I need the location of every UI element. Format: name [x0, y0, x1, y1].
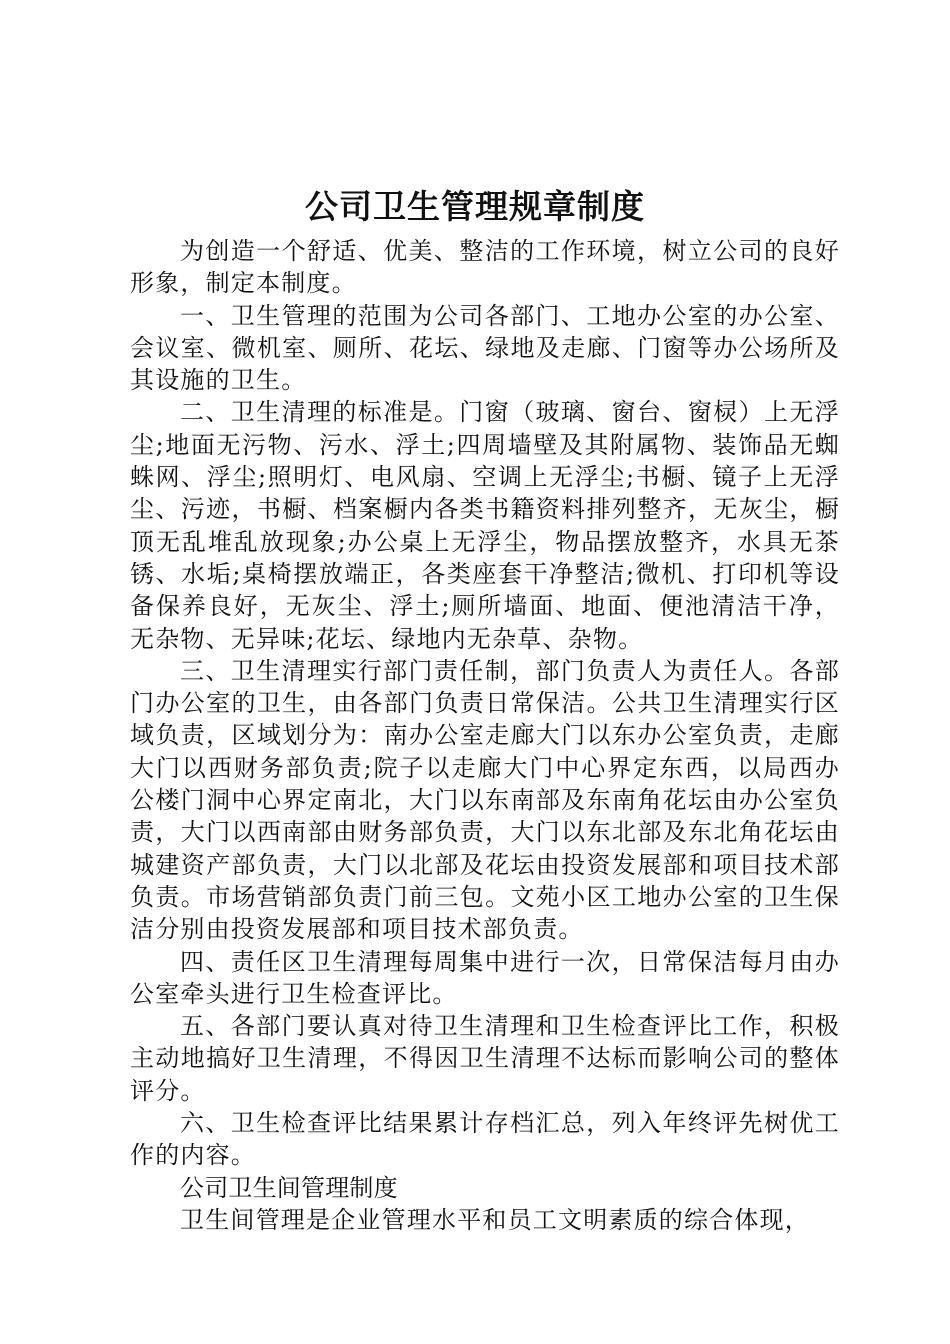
paragraph-cleaning-schedule: 四、责任区卫生清理每周集中进行一次，日常保洁每月由办公室牵头进行卫生检查评比。 [130, 947, 840, 1008]
document-body [130, 235, 840, 1236]
paragraph-responsibility: 三、卫生清理实行部门责任制，部门负责人为责任人。各部门办公室的卫生，由各部门负责日常保洁。公共卫生清理实行区域负责，区域划分为：南办公室走廊大门以东办公室负责，走廊大门以西财务部负责;院子以走廊大门中心界定东西，以局西办公楼门洞中心界定南北，大门以东南部及东南角花坛由办公室负责，大门以西南部由财务部负责，大门以东北部及东北角花坛由城建资产部负责，大门以北部及花坛由投资发展部和项目技术部负责。市场营销部负责门前三包。文苑小区工地办公室的卫生保洁分别由投资发展部和项目技术部负责。 [130, 656, 840, 944]
paragraph-scope: 一、卫生管理的范围为公司各部门、工地办公室的办公室、会议室、微机室、厕所、花坛、绿地及走廊、门窗等办公场所及其设施的卫生。 [130, 301, 840, 395]
paragraph-evaluation: 六、卫生检查评比结果累计存档汇总，列入年终评先树优工作的内容。 [130, 1109, 840, 1170]
paragraph-department-duty: 五、各部门要认真对待卫生清理和卫生检查评比工作，积极主动地搞好卫生清理，不得因卫生清理不达标而影响公司的整体评分。 [130, 1012, 840, 1105]
document-title: 公司卫生管理规章制度 [305, 187, 645, 226]
paragraph-standards: 二、卫生清理的标准是。门窗（玻璃、窗台、窗棂）上无浮尘;地面无污物、污水、浮土;四周墙壁及其附属物、装饰品无蜘蛛网、浮尘;照明灯、电风扇、空调上无浮尘;书橱、镜子上无浮尘、污迹，书橱、档案橱内各类书籍资料排列整齐，无灰尘，橱顶无乱堆乱放现象;办公桌上无浮尘，物品摆放整齐，水具无茶锈、水垢;桌椅摆放端正，各类座套干净整洁;微机、打印机等设备保养良好，无灰尘、浮土;厕所墙面、地面、便池清洁干净，无杂物、无异味;花坛、绿地内无杂草、杂物。 [130, 398, 840, 653]
paragraph-intro: 为创造一个舒适、优美、整洁的工作环境，树立公司的良好形象，制定本制度。 [130, 237, 840, 298]
paragraph-restroom-intro: 卫生间管理是企业管理水平和员工文明素质的综合体现， [180, 1205, 810, 1234]
section-subheading: 公司卫生间管理制度 [180, 1173, 398, 1202]
